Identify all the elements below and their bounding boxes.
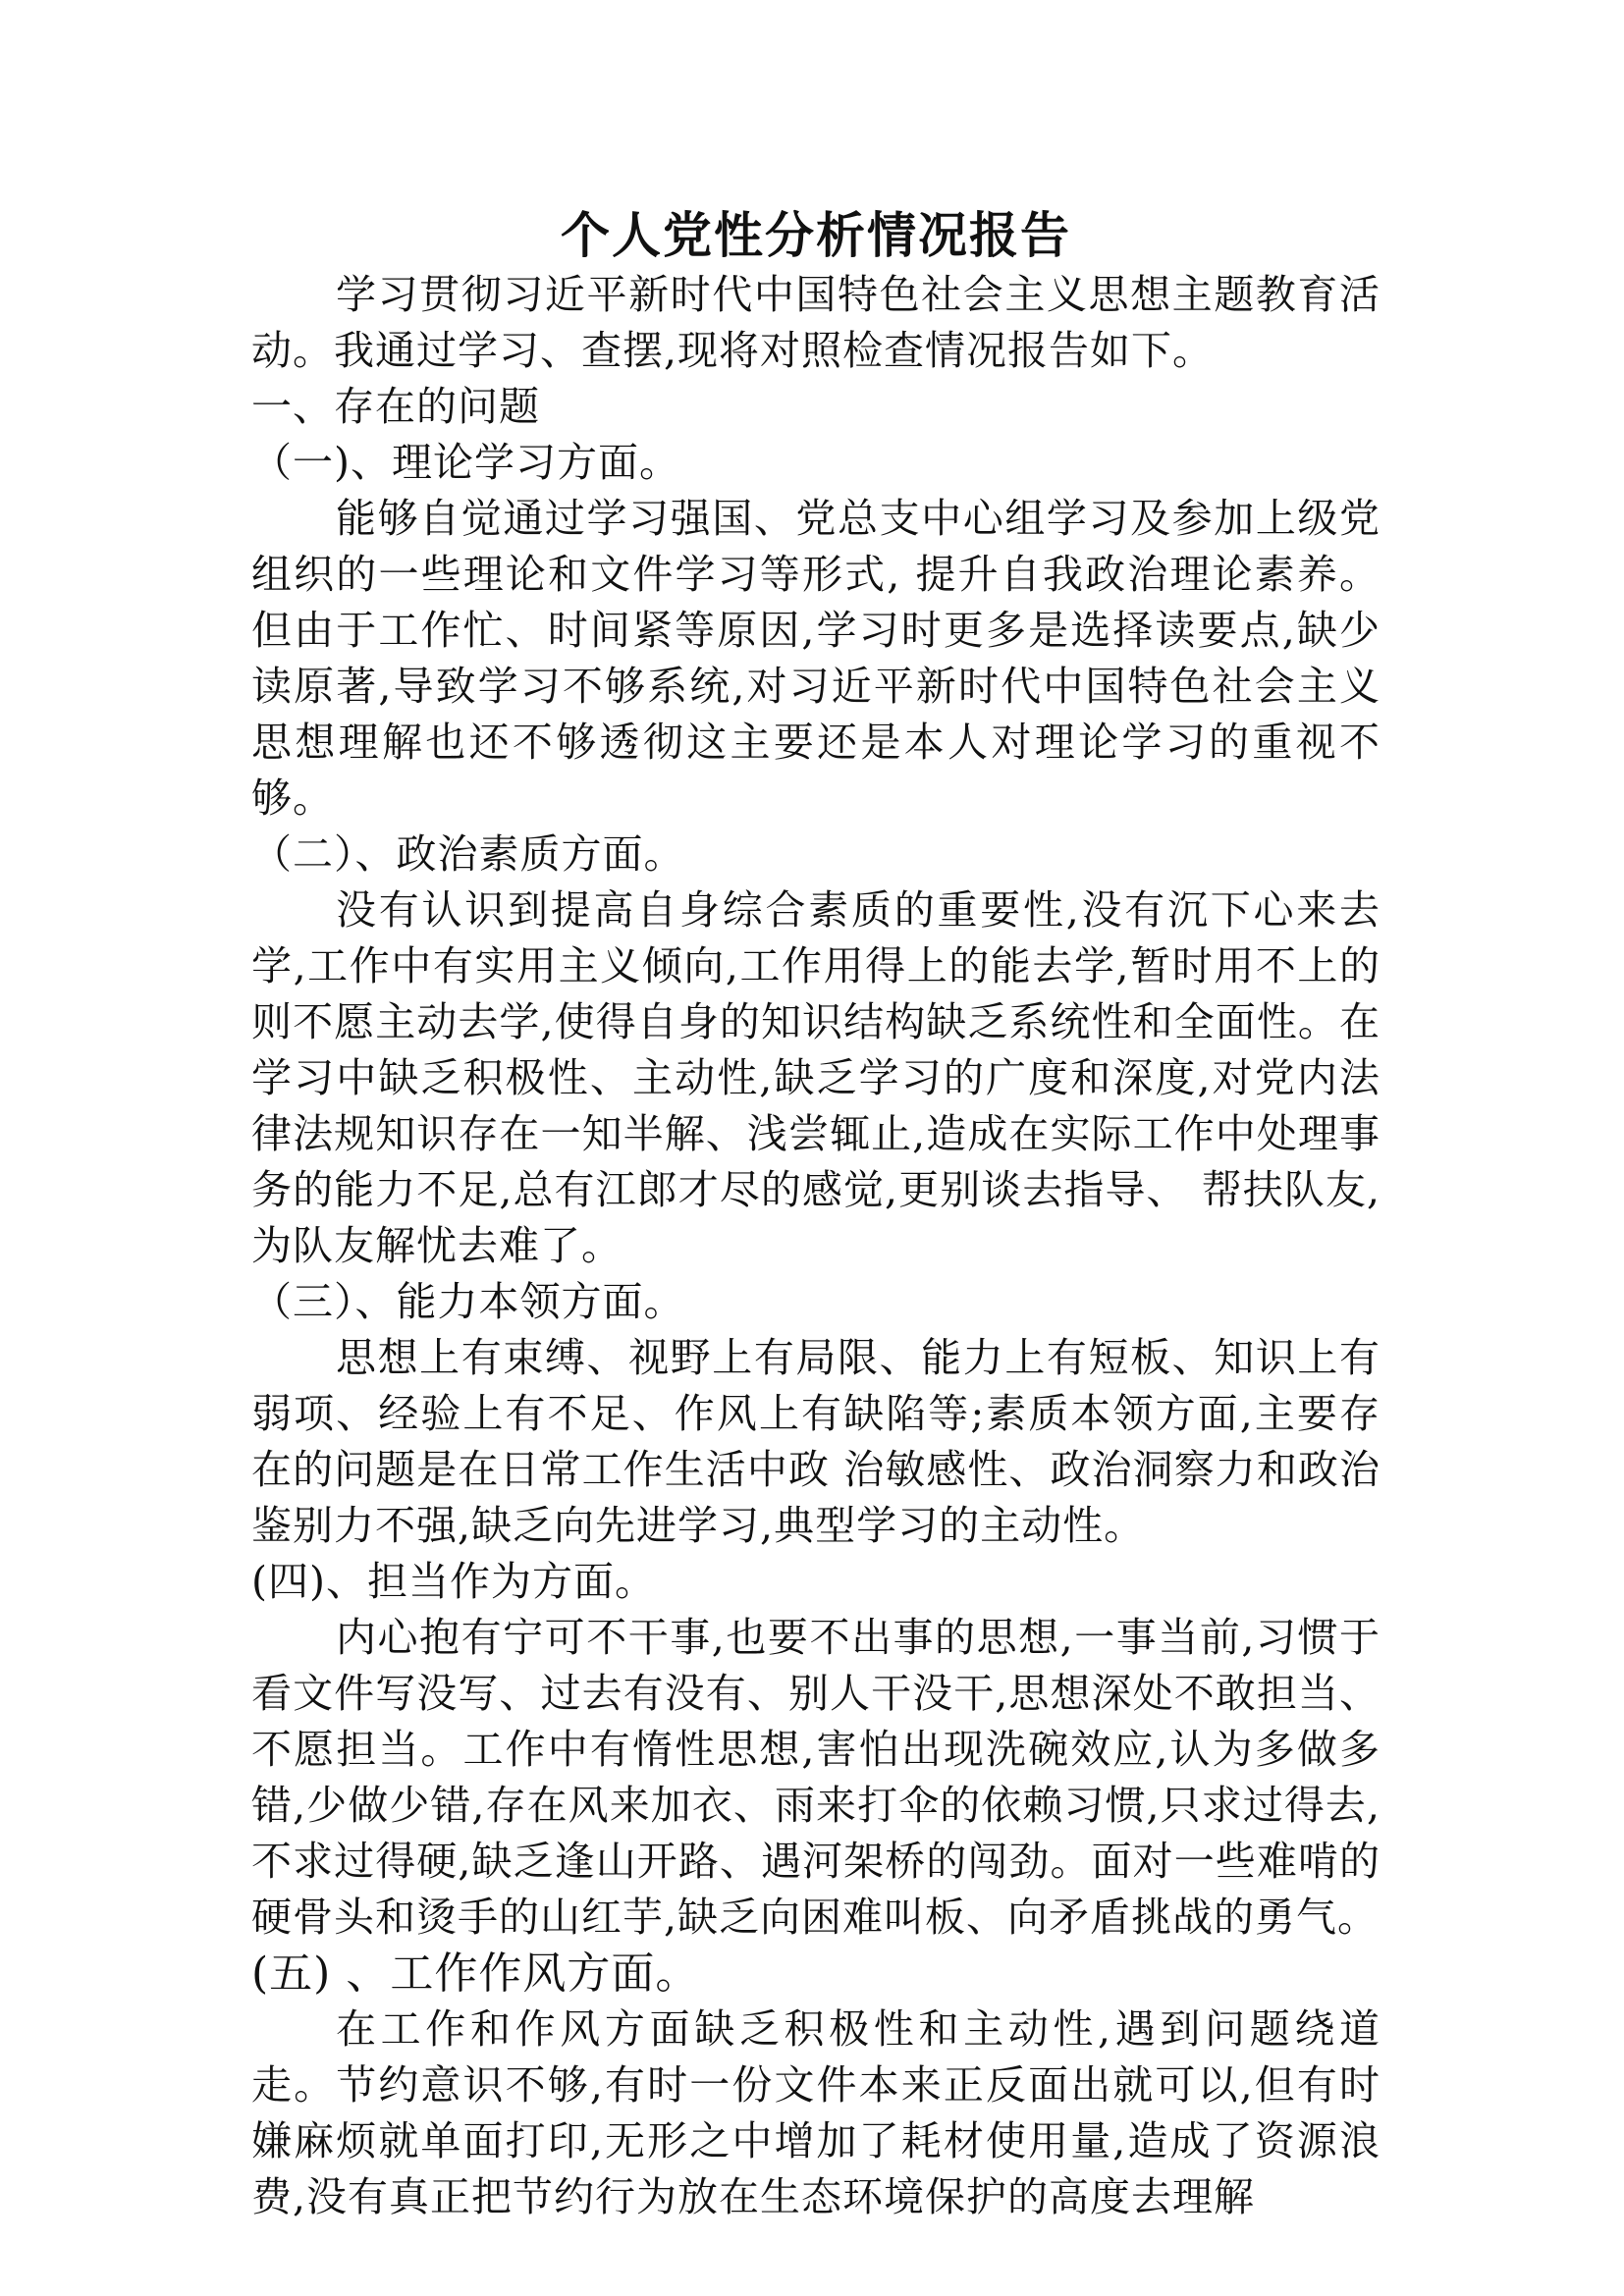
subsection-text-ability: 思想上有束缚、视野上有局限、能力上有短板、知识上有弱项、经验上有不足、作风上有缺陷等;素质本领方面,主要存在的问题是在日常工作生活中政 治敏感性、政治洞察力和政治鉴别力不强,缺乏向先进学习,典型学习的主动性。 xyxy=(251,1334,1380,1549)
subsection-text-work-style: 在工作和作风方面缺乏积极性和主动性,遇到问题绕道走。节约意识不够,有时一份文件本来正反面出就可以,但有时嫌麻烦就单面打印,无形之中增加了耗材使用量,造成了资源浪费,没有真正把节约行为放在生态环境保护的高度去理解 xyxy=(251,2005,1380,2220)
subsection-heading-responsibility: (四)、担当作为方面。 xyxy=(251,1558,656,1605)
subsection-heading-work-style: (五) 、工作作风方面。 xyxy=(251,1949,700,1999)
section-heading-problems: 一、存在的问题 xyxy=(251,383,540,430)
subsection-heading-political: （二）、政治素质方面。 xyxy=(251,830,685,878)
subsection-heading-theory: （一)、理论学习方面。 xyxy=(251,439,680,486)
subsection-text-political: 没有认识到提高自身综合素质的重要性,没有沉下心来去学,工作中有实用主义倾向,工作用得上的能去学,暂时用不上的则不愿主动去学,使得自身的知识结构缺乏系统性和全面性。在学习中缺乏积极性、主动性,缺乏学习的广度和深度,对党内法律法规知识存在一知半解、浅尝辄止,造成在实际工作中处理事务的能力不足,总有江郎才尽的感觉,更别谈去指导、 帮扶队友,为队友解忧去难了。 xyxy=(251,886,1380,1269)
subsection-text-theory: 能够自觉通过学习强国、党总支中心组学习及参加上级党组织的一些理论和文件学习等形式, 提升自我政治理论素养。但由于工作忙、时间紧等原因,学习时更多是选择读要点,缺少读原著,导致学习不够系统,对习近平新时代中国特色社会主义思想理解也还不够透彻这主要还是本人对理论学习的重视不够。 xyxy=(251,495,1380,822)
document-body xyxy=(251,204,1380,2225)
intro-paragraph: 学习贯彻习近平新时代中国特色社会主义思想主题教育活动。我通过学习、查摆,现将对照检查情况报告如下。 xyxy=(251,271,1380,374)
document-title: 个人党性分析情况报告 xyxy=(561,206,1071,264)
subsection-heading-ability: （三）、能力本领方面。 xyxy=(251,1278,685,1325)
subsection-text-responsibility: 内心抱有宁可不干事,也要不出事的思想,一事当前,习惯于看文件写没写、过去有没有、别人干没干,思想深处不敢担当、不愿担当。工作中有惰性思想,害怕出现洗碗效应,认为多做多错,少做少错,存在风来加衣、雨来打伞的依赖习惯,只求过得去,不求过得硬,缺乏逢山开路、遇河架桥的闯劲。面对一些难啃的硬骨头和烫手的山红芋,缺乏向困难叫板、向矛盾挑战的勇气。 xyxy=(251,1614,1380,1941)
